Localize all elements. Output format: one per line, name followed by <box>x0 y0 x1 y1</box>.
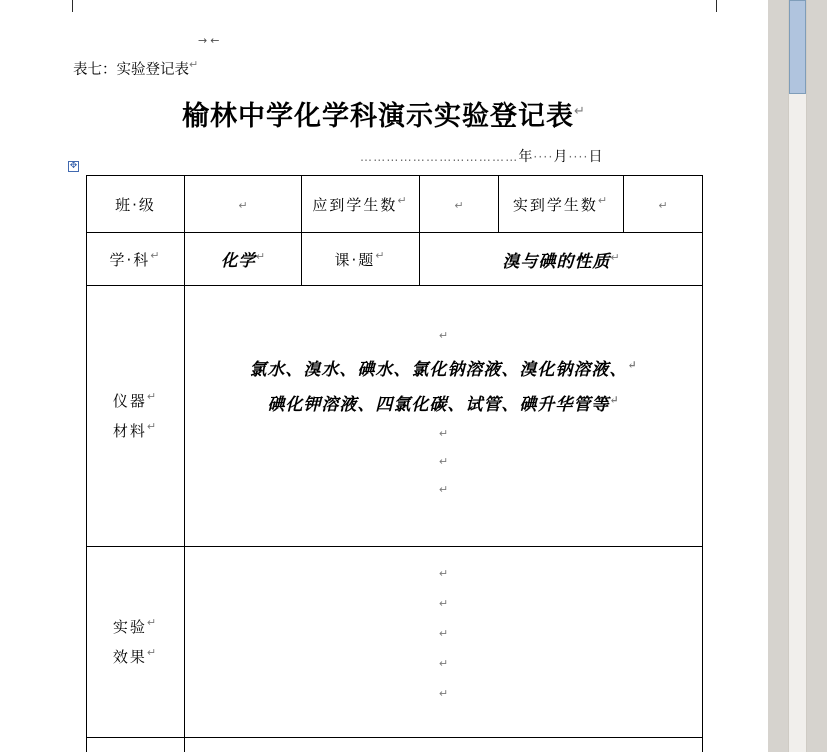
table-move-handle[interactable]: ✥ <box>69 161 78 171</box>
cell-paragraph-mark-icon: ↵ <box>397 193 409 207</box>
page-title-text: 榆林中学化学科演示实验登记表 <box>182 101 575 132</box>
actual-students-label-cell <box>499 176 624 233</box>
effect-label-text-1: 实验 <box>112 618 147 636</box>
materials-label-text-2: 材料 <box>112 422 147 440</box>
materials-content-cell[interactable] <box>185 286 703 547</box>
indent-right-arrow-icon: ← <box>210 34 223 47</box>
effect-label-line-1 <box>87 612 184 642</box>
blank-line-mark-icon: ↵ <box>438 482 449 496</box>
date-line <box>360 146 720 166</box>
page-corner-mark-top-right <box>702 0 717 12</box>
table-caption <box>73 58 198 79</box>
class-label-cell: 班·级 <box>87 176 185 233</box>
table-caption-text: 表七：实验登记表 <box>73 62 189 78</box>
indent-left-arrow-icon: → <box>198 34 211 47</box>
blank-line-mark-icon: ↵ <box>438 687 449 700</box>
paragraph-mark-icon: ↵ <box>574 104 586 119</box>
topic-label-cell <box>302 233 420 286</box>
subject-label: 学·科 <box>109 250 151 269</box>
page-corner-mark-top-left <box>72 0 87 12</box>
scrollbar-thumb[interactable] <box>789 0 806 94</box>
cell-paragraph-mark-icon: ↵ <box>610 250 620 264</box>
effect-label-cell <box>87 547 185 738</box>
blank-line-mark-icon: ↵ <box>438 597 449 610</box>
table-row <box>87 738 703 752</box>
table-row <box>87 233 703 286</box>
actual-students-value-cell[interactable] <box>624 176 703 233</box>
blank-line-mark-icon: ↵ <box>438 454 449 468</box>
effect-content-cell[interactable] <box>185 547 703 738</box>
cell-paragraph-mark-icon: ↵ <box>146 646 159 659</box>
cell-paragraph-mark-icon: ↵ <box>238 199 248 212</box>
vertical-scrollbar[interactable] <box>767 0 827 752</box>
materials-content-text-2: 碘化钾溶液、四氯化碳、试管、碘升华管等 <box>267 395 610 415</box>
date-dots-2: ···· <box>568 150 589 164</box>
cell-paragraph-mark-icon: ↵ <box>609 393 620 407</box>
subject-value: 化学 <box>220 251 256 270</box>
actual-students-label: 实到学生数 <box>512 195 598 214</box>
bottom-label-cell[interactable] <box>87 738 185 752</box>
materials-label-line-1 <box>87 386 184 416</box>
expected-students-value-cell[interactable] <box>420 176 499 233</box>
cell-paragraph-mark-icon: ↵ <box>146 390 159 403</box>
table-row <box>87 286 703 547</box>
topic-value: 溴与碘的性质 <box>502 251 611 272</box>
date-dots-1: ···· <box>533 150 554 164</box>
blank-line-mark-icon: ↵ <box>438 567 449 580</box>
scrollbar-track[interactable] <box>788 0 807 752</box>
topic-label: 课·题 <box>334 250 376 269</box>
class-value-cell[interactable] <box>185 176 302 233</box>
effect-label-line-2 <box>87 642 184 672</box>
date-year-label: 年 <box>518 149 534 165</box>
cell-paragraph-mark-icon: ↵ <box>375 248 387 262</box>
table-row <box>87 547 703 738</box>
cell-paragraph-mark-icon: ↵ <box>255 250 266 263</box>
expected-students-label: 应到学生数 <box>312 195 398 214</box>
blank-line-mark-icon: ↵ <box>438 426 449 440</box>
blank-line-mark-icon: ↵ <box>438 627 449 640</box>
cell-paragraph-mark-icon: ↵ <box>150 248 162 262</box>
cell-paragraph-mark-icon: ↵ <box>146 616 159 629</box>
page-title <box>0 94 768 133</box>
materials-content-line-1 <box>185 353 702 388</box>
expected-students-label-cell <box>302 176 420 233</box>
date-month-label: 月 <box>553 149 569 165</box>
bottom-content-cell[interactable] <box>185 738 703 752</box>
experiment-registration-table <box>86 175 703 752</box>
cell-paragraph-mark-icon: ↵ <box>146 420 159 433</box>
subject-value-cell[interactable] <box>185 233 302 286</box>
blank-line-mark-icon: ↵ <box>438 657 449 670</box>
materials-label-line-2 <box>87 416 184 446</box>
paragraph-mark-icon: ↵ <box>189 58 199 72</box>
materials-content-text-1: 氯水、溴水、碘水、氯化钠溶液、溴化钠溶液、 <box>249 360 628 381</box>
date-leader-dots: ……………………………… <box>360 150 519 164</box>
cell-paragraph-mark-icon: ↵ <box>454 199 464 212</box>
topic-value-cell[interactable] <box>420 233 703 286</box>
cell-paragraph-mark-icon: ↵ <box>597 193 610 207</box>
date-day-label: 日 <box>588 149 604 165</box>
materials-content-line-2 <box>185 388 702 423</box>
materials-label-text-1: 仪器 <box>112 392 147 410</box>
indent-markers <box>198 34 258 48</box>
cell-paragraph-mark-icon: ↵ <box>627 358 638 372</box>
subject-label-cell <box>87 233 185 286</box>
blank-line-mark-icon: ↵ <box>438 329 449 343</box>
cell-paragraph-mark-icon: ↵ <box>658 199 668 212</box>
materials-label-cell <box>87 286 185 547</box>
effect-label-text-2: 效果 <box>112 648 147 666</box>
table-row <box>87 176 703 233</box>
